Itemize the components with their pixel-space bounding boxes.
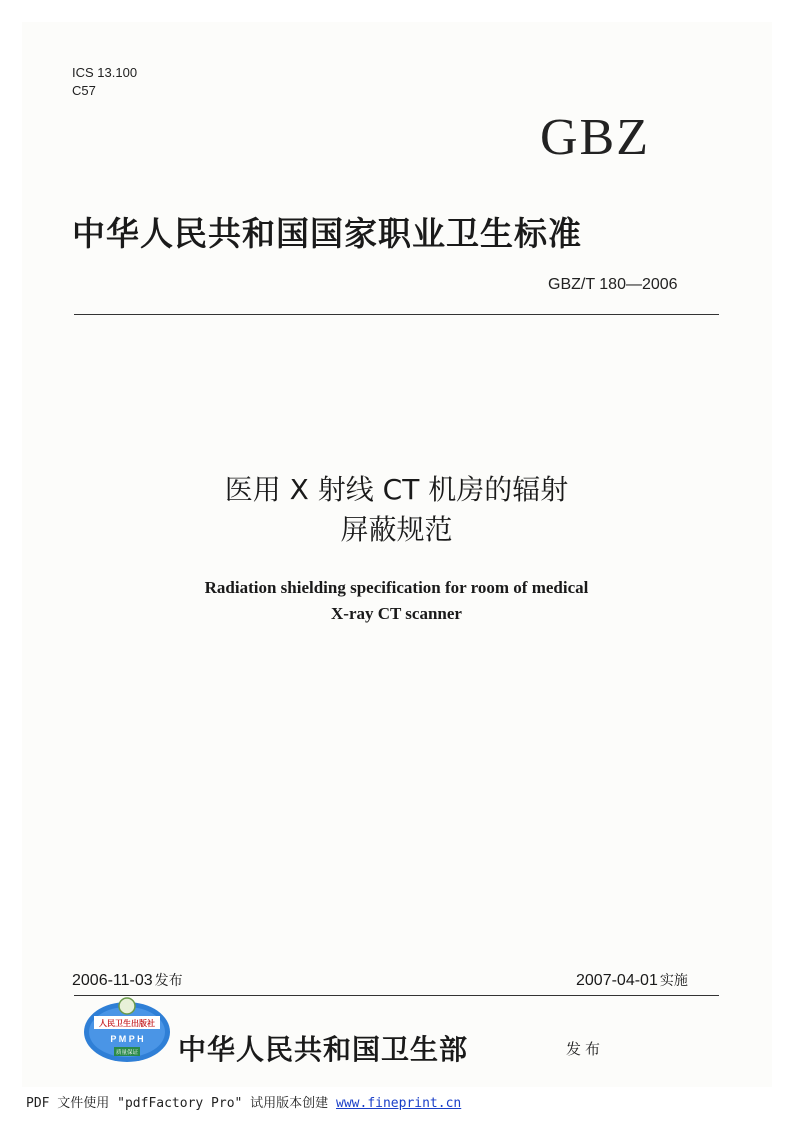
gbz-logo: GBZ [540,109,650,166]
seal-bottom-text: 质量保证 [115,1050,139,1056]
page-background [22,22,772,1087]
implement-label: 实施 [659,973,688,989]
classification-codes [72,64,137,100]
seal-top-text: 人民卫生出版社 [99,1019,155,1028]
implement-date-block [576,970,688,990]
seal-mid-text: P M P H [110,1034,144,1044]
issue-date: 2006-11-03 [72,972,153,989]
ccs-code: C57 [72,83,96,98]
chinese-title-line2: 屏蔽规范 [340,513,453,546]
footer-text: PDF 文件使用 "pdfFactory Pro" 试用版本创建 [26,1096,329,1111]
english-title-line2: X-ray CT scanner [331,604,462,623]
issue-date-block [72,970,183,990]
footer-link[interactable]: www.fineprint.cn [336,1096,462,1111]
standard-title: 中华人民共和国国家职业卫生标准 [72,214,582,253]
header-divider [74,314,719,315]
publisher-seal-icon [82,996,172,1064]
pdf-footer [26,1092,461,1111]
english-title-line1: Radiation shielding specification for room of medical [204,578,589,597]
publisher-suffix: 发布 [566,1040,605,1058]
chinese-title-line1: 医用 X 射线 CT 机房的辐射 [224,473,569,506]
publisher-name: 中华人民共和国卫生部 [178,1033,469,1066]
standard-number: GBZ/T 180—2006 [548,276,678,293]
issue-label: 发布 [154,973,183,989]
implement-date: 2007-04-01 [576,972,658,989]
ics-code: ICS 13.100 [72,65,138,80]
